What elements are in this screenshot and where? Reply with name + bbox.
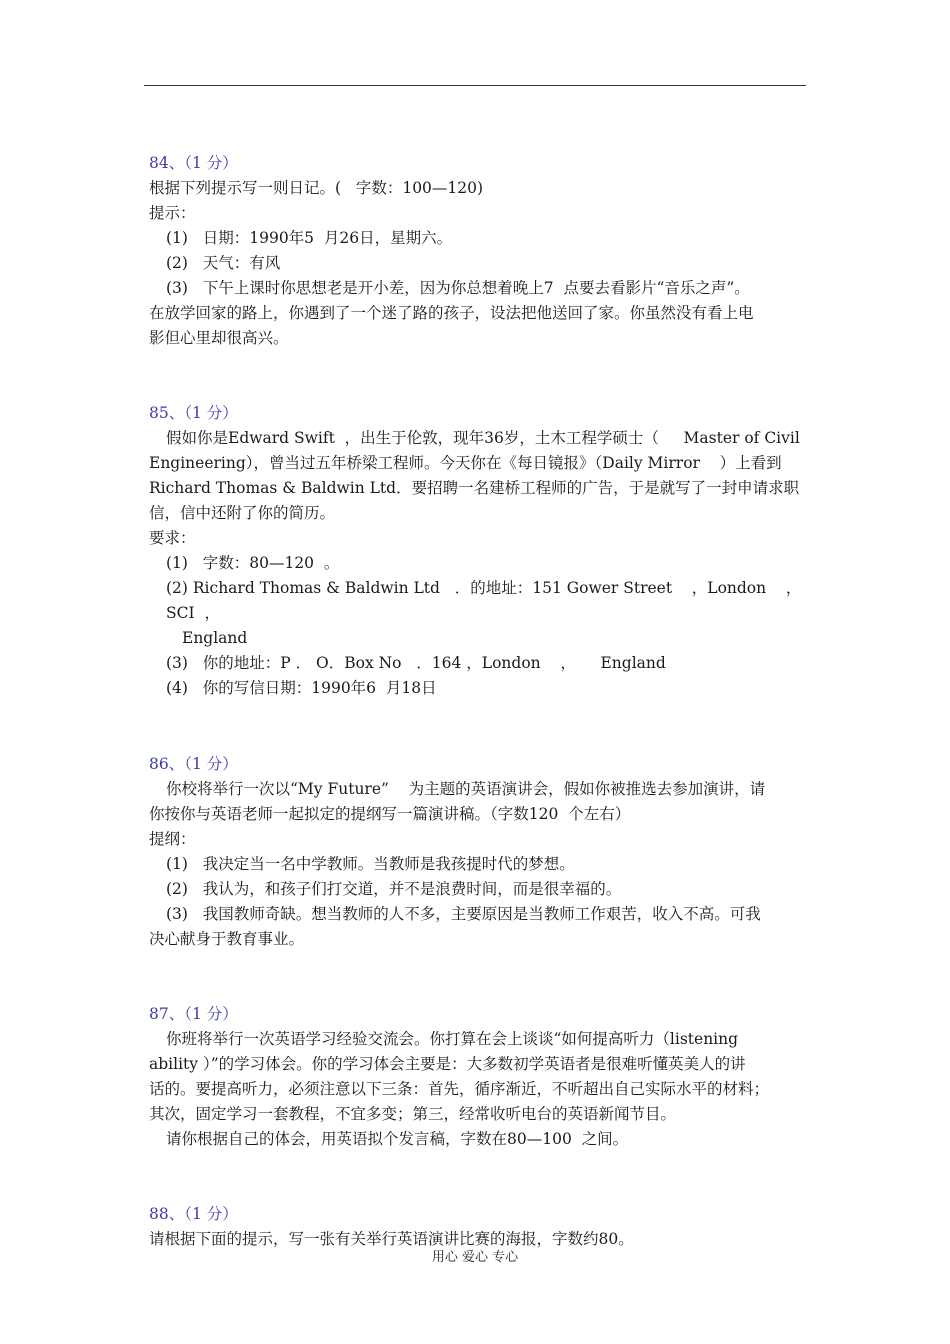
question-86-para-line-2: 你按你与英语老师一起拟定的提纲写一篇演讲稿。（字数120 个左右） <box>149 805 631 823</box>
question-86-para-line-1: 你校将举行一次以“My Future” 为主题的英语演讲会，假如你被推选去参加演讲，请 <box>166 780 766 798</box>
question-85-requirements-label: 要求： <box>149 529 196 547</box>
question-84 <box>149 151 809 351</box>
question-87-para-line-3: 话的。要提高听力，必须注意以下三条：首先，循序渐近，不听超出自己实际水平的材料； <box>149 1080 770 1098</box>
question-85-req-2-cont: England <box>182 629 248 647</box>
question-87-para-2: 请你根据自己的体会，用英语拟个发言稿，字数在80—100 之间。 <box>166 1130 629 1148</box>
question-88-heading: 88、（1 分） <box>149 1205 238 1223</box>
question-85-req-1: (1) 字数：80—120 。 <box>166 554 340 572</box>
page-footer: 用心 爱心 专心 <box>431 1250 519 1265</box>
question-86-outline-3-cont: 决心献身于教育事业。 <box>149 930 305 948</box>
document-body <box>149 150 809 1252</box>
question-86-outline-1: (1) 我决定当一名中学教师。当教师是我孩提时代的梦想。 <box>166 855 575 873</box>
question-84-hint-1: (1) 日期：1990年5 月26日，星期六。 <box>166 229 453 247</box>
question-84-hint-3-cont-1: 在放学回家的路上，你遇到了一个迷了路的孩子，设法把他送回了家。你虽然没有看上电 <box>149 304 754 322</box>
question-85-req-2: (2) Richard Thomas & Baldwin Ltd ．的地址：151 Gower Street ，London ，SCI ， <box>166 579 802 622</box>
question-86-outline-3: (3) 我国教师奇缺。想当教师的人不多，主要原因是当教师工作艰苦，收入不高。可我 <box>166 905 761 923</box>
question-86-heading: 86、（1 分） <box>149 755 238 773</box>
header-rule <box>144 85 806 86</box>
question-85-heading: 85、（1 分） <box>149 404 238 422</box>
question-85-req-3: (3) 你的地址：P ． O．Box No ．164 ，London ， England <box>166 654 666 672</box>
question-84-hints-label: 提示： <box>149 204 196 222</box>
question-86 <box>149 752 809 952</box>
question-88-instruction: 请根据下面的提示，写一张有关举行英语演讲比赛的海报，字数约80。 <box>149 1230 634 1248</box>
question-85 <box>149 401 809 701</box>
question-86-outline-label: 提纲： <box>149 830 196 848</box>
question-84-hint-2: (2) 天气：有风 <box>166 254 281 272</box>
question-84-hint-3-cont-2: 影但心里却很高兴。 <box>149 329 289 347</box>
question-87-heading: 87、（1 分） <box>149 1005 238 1023</box>
question-85-para-line-3: Richard Thomas & Baldwin Ltd．要招聘一名建桥工程师的广告，于是就写了一封申请求职 <box>149 479 800 497</box>
question-85-para-line-2: Engineering），曾当过五年桥梁工程师。今天你在《每日镜报》（Daily Mirror ）上看到 <box>149 454 782 472</box>
question-85-req-4: (4) 你的写信日期：1990年6 月18日 <box>166 679 437 697</box>
question-88 <box>149 1202 809 1252</box>
question-84-hint-3: (3) 下午上课时你思想老是开小差，因为你总想着晚上7 点要去看影片“音乐之声”。 <box>166 279 750 297</box>
question-84-heading: 84、（1 分） <box>149 154 238 172</box>
question-87-para-line-1: 你班将举行一次英语学习经验交流会。你打算在会上谈谈“如何提高听力（listening <box>166 1030 739 1048</box>
question-84-instruction: 根据下列提示写一则日记。( 字数：100—120) <box>149 179 484 197</box>
question-85-para-line-1: 假如你是Edward Swift ，出生于伦敦，现年36岁，土木工程学硕士（ Master of Civil <box>166 429 800 447</box>
question-87 <box>149 1002 809 1152</box>
question-87-para-line-2: ability ）”的学习体会。你的学习体会主要是：大多数初学英语者是很难听懂英美人的讲 <box>149 1055 746 1073</box>
question-86-outline-2: (2) 我认为，和孩子们打交道，并不是浪费时间，而是很幸福的。 <box>166 880 622 898</box>
question-85-para-line-4: 信，信中还附了你的简历。 <box>149 504 336 522</box>
question-87-para-line-4: 其次，固定学习一套教程，不宜多变；第三，经常收听电台的英语新闻节目。 <box>149 1105 677 1123</box>
